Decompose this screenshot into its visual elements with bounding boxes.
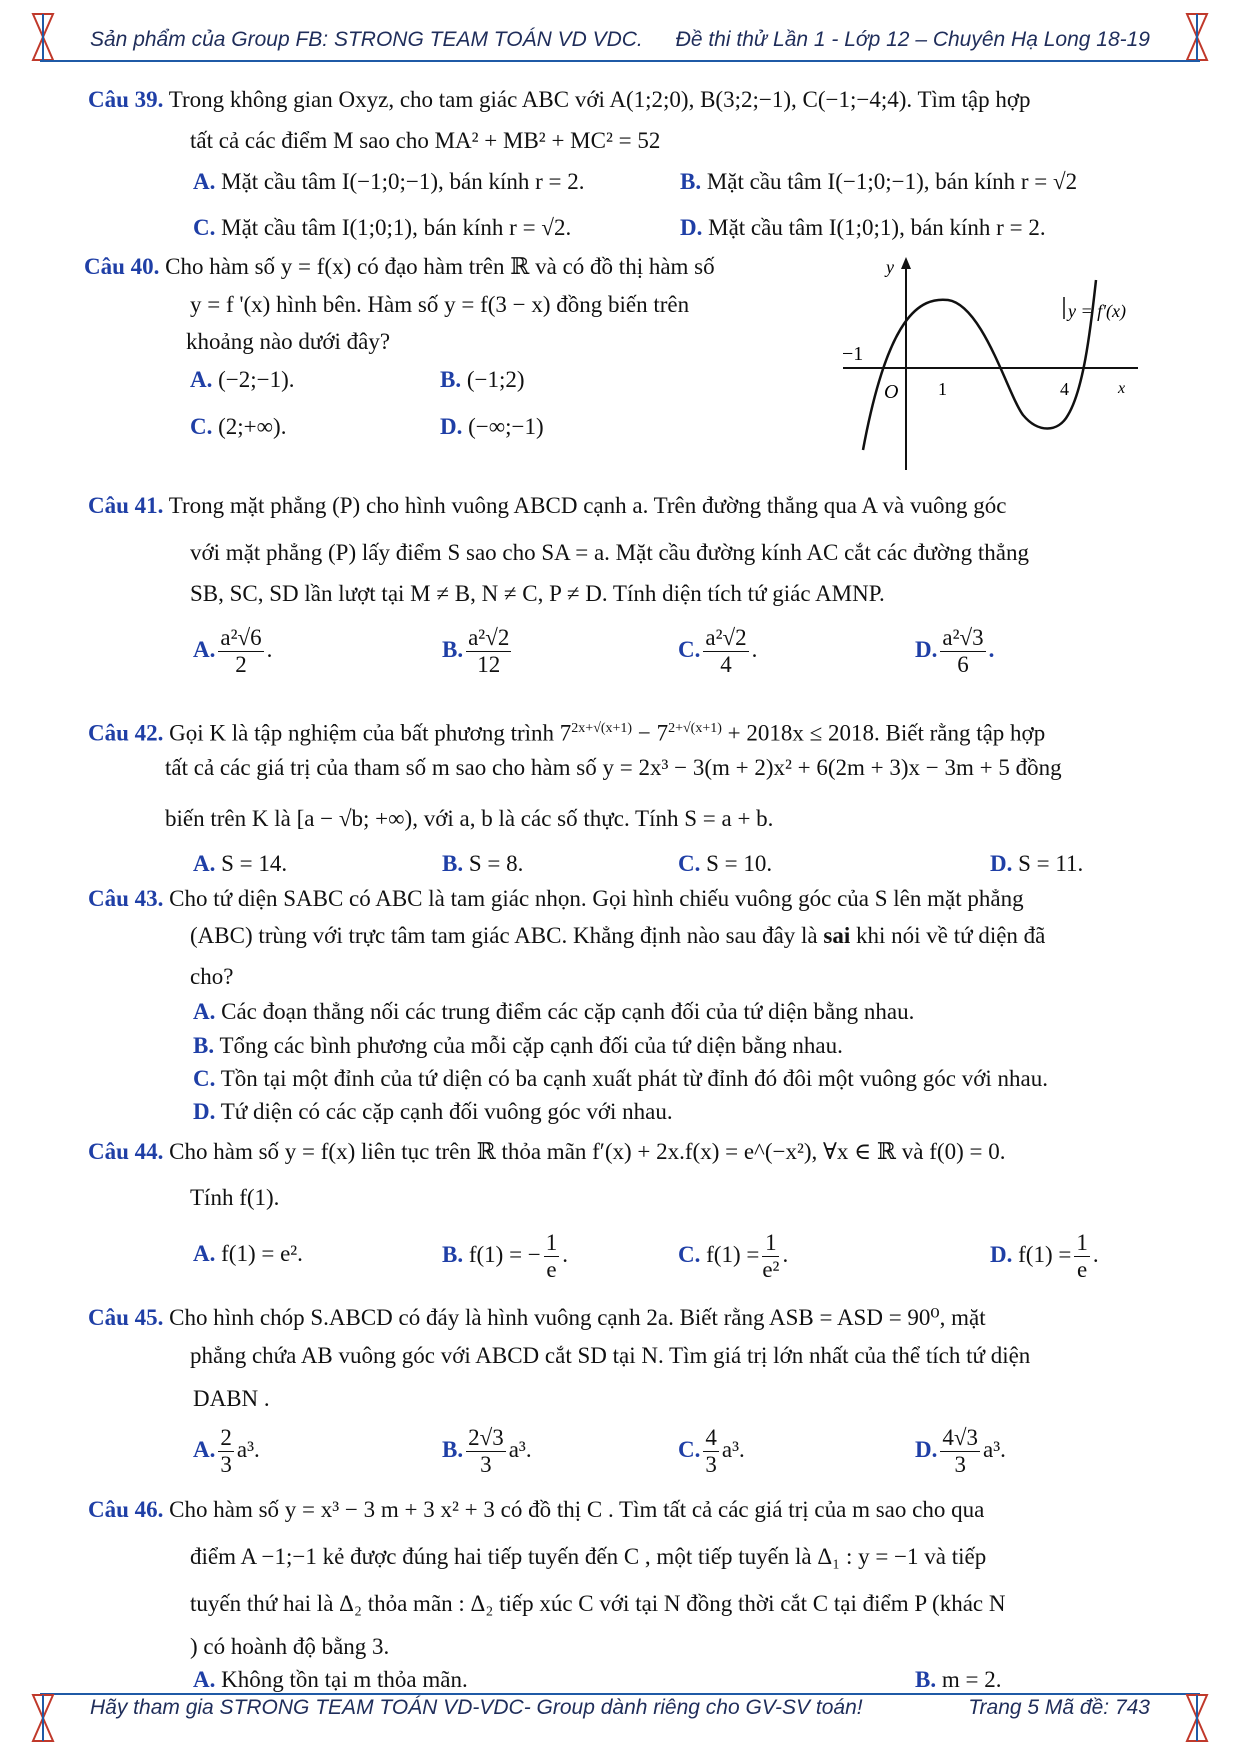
footer-rule <box>40 1693 1200 1695</box>
q45-label: Câu 45. <box>88 1305 164 1330</box>
q40-b-text: (−1;2) <box>466 367 525 392</box>
q39-a-text: Mặt cầu tâm I(−1;0;−1), bán kính r = 2. <box>221 169 585 194</box>
q40-b-label: B. <box>440 367 462 392</box>
q45-d-den: 3 <box>954 1452 966 1477</box>
q45-option-a[interactable] <box>193 1425 260 1478</box>
q45-d-post: a³. <box>983 1436 1006 1462</box>
q45-stem3: DABN . <box>193 1386 270 1411</box>
q41-d-den: 6 <box>957 652 969 677</box>
q42-stem1c: + 2018x ≤ 2018. Biết rằng tập hợp <box>721 720 1046 746</box>
q42-option-b[interactable] <box>442 850 523 878</box>
q43-a-label: A. <box>193 999 216 1024</box>
q42-exp1: 2x+√(x+1) <box>571 721 633 736</box>
q40-option-b[interactable] <box>440 366 525 394</box>
q43-option-a[interactable] <box>193 998 914 1026</box>
hourglass-icon <box>1184 12 1210 62</box>
tick-minus-1: −1 <box>842 343 864 365</box>
q39-d-label: D. <box>680 215 703 240</box>
q45-option-b[interactable] <box>442 1425 532 1478</box>
q46-b-text: m = 2. <box>941 1667 1002 1692</box>
q45-line1 <box>88 1304 986 1332</box>
q44-stem2: Tính f(1). <box>190 1185 280 1210</box>
q45-b-den: 3 <box>480 1452 492 1477</box>
q40-d-text: (−∞;−1) <box>468 414 544 439</box>
q45-a-label: A. <box>193 1436 216 1462</box>
q39-option-c[interactable] <box>193 214 571 242</box>
q42-a-label: A. <box>193 851 216 876</box>
q45-b-num: 2√3 <box>468 1425 504 1450</box>
q42-label: Câu 42. <box>88 720 164 746</box>
q42-exp2: 2+√(x+1) <box>668 721 722 736</box>
q39-d-text: Mặt cầu tâm I(1;0;1), bán kính r = 2. <box>708 215 1046 240</box>
q39-option-a[interactable] <box>193 168 585 196</box>
hourglass-icon <box>1184 1692 1210 1744</box>
q46-stem3: tuyến thứ hai là Δ₂ thỏa mãn : Δ₂ tiếp xúc C với tại N đồng thời cắt C tại điểm P (khác N <box>190 1591 1006 1616</box>
q39-b-label: B. <box>680 169 702 194</box>
q46-stem1: Cho hàm số y = x³ − 3 m + 3 x² + 3 có đồ thị C . Tìm tất cả các giá trị của m sao cho qua <box>169 1497 985 1522</box>
y-axis-label: y <box>886 257 894 277</box>
q45-b-label: B. <box>442 1436 464 1462</box>
q41-option-b[interactable] <box>442 625 514 678</box>
derivative-curve <box>863 280 1096 450</box>
q39-line1 <box>88 86 1031 114</box>
q43-option-d[interactable] <box>193 1098 673 1126</box>
q42-b-label: B. <box>442 851 464 876</box>
q42-stem3: biến trên K là [a − √b; +∞), với a, b là các số thực. Tính S = a + b. <box>165 806 774 831</box>
q39-stem1: Trong không gian Oxyz, cho tam giác ABC với A(1;2;0), B(3;2;−1), C(−1;−4;4). Tìm tập hợp <box>168 87 1031 112</box>
q42-c-label: C. <box>678 851 701 876</box>
origin-label: O <box>884 381 899 403</box>
q45-a-den: 3 <box>220 1452 232 1477</box>
q45-c-num: 4 <box>705 1425 717 1450</box>
q42-option-a[interactable] <box>193 850 287 878</box>
q41-c-label: C. <box>678 636 701 662</box>
q41-stem3: SB, SC, SD lần lượt tại M ≠ B, N ≠ C, P ≠ D. Tính diện tích tứ giác AMNP. <box>190 581 885 606</box>
q40-line1 <box>84 253 715 281</box>
q46-a-label: A. <box>193 1667 216 1692</box>
q44-a-text: f(1) = e². <box>221 1241 303 1266</box>
q43-d-text: Tứ diện có các cặp cạnh đối vuông góc với nhau. <box>220 1099 673 1124</box>
q42-stem1b: − 7 <box>632 720 669 746</box>
q42-stem2: tất cả các giá trị của tham số m sao cho hàm số y = 2x³ − 3(m + 2)x² + 6(2m + 3)x − 3m + 5 đồng <box>165 755 1062 780</box>
q39-c-text: Mặt cầu tâm I(1;0;1), bán kính r = √2. <box>221 215 572 240</box>
q40-c-text: (2;+∞). <box>218 414 287 439</box>
q45-a-num: 2 <box>220 1425 232 1450</box>
q40-stem3: khoảng nào dưới đây? <box>186 329 391 354</box>
q41-b-num: a²√2 <box>468 625 510 650</box>
q44-line1 <box>88 1138 1005 1166</box>
q45-c-den: 3 <box>705 1452 717 1477</box>
q45-c-fraction <box>703 1425 719 1478</box>
q43-line2 <box>190 922 1045 950</box>
q44-d-den: e <box>1076 1257 1088 1282</box>
q43-option-b[interactable] <box>193 1032 843 1060</box>
q46-option-b[interactable] <box>915 1666 1001 1694</box>
q45-c-post: a³. <box>721 1436 745 1462</box>
q43-stem2-bold: sai <box>823 923 851 948</box>
q42-d-label: D. <box>990 851 1013 876</box>
q41-b-fraction <box>466 625 511 678</box>
q44-stem1: Cho hàm số y = f(x) liên tục trên ℝ thỏa mãn f′(x) + 2x.f(x) = e^(−x²), ∀x ∈ ℝ và f(0) = 0. <box>169 1139 1006 1164</box>
q39-a-label: A. <box>193 169 216 194</box>
q43-option-c[interactable] <box>193 1065 1048 1093</box>
header-right: Đề thi thử Lần 1 - Lớp 12 – Chuyên Hạ Long 18-19 <box>675 28 1150 51</box>
q45-stem1: Cho hình chóp S.ABCD có đáy là hình vuông cạnh 2a. Biết rằng ASB = ASD = 90⁰, mặt <box>169 1305 986 1330</box>
q41-c-den: 4 <box>720 652 732 677</box>
q44-label: Câu 44. <box>88 1139 164 1164</box>
q40-option-d[interactable] <box>440 413 544 441</box>
q40-a-label: A. <box>190 367 213 392</box>
q44-b-den: e <box>546 1257 557 1282</box>
q40-label: Câu 40. <box>84 254 160 279</box>
q44-b-fraction <box>544 1230 560 1283</box>
q45-d-fraction <box>940 1425 980 1478</box>
q39-b-text: Mặt cầu tâm I(−1;0;−1), bán kính r = √2 <box>706 169 1078 194</box>
hourglass-icon <box>30 12 56 62</box>
q43-stem2b: khi nói về tứ diện đã <box>850 923 1046 948</box>
q41-option-c[interactable]: C. $\frac{\text{a²√2}}{4}$ . <box>678 625 758 677</box>
header-rule <box>40 60 1200 62</box>
q45-a-fraction <box>218 1425 234 1478</box>
q41-option-a[interactable]: A. $\frac{\text{a²√6}}{2}$ . <box>193 625 273 677</box>
q45-d-label: D. <box>915 1436 938 1462</box>
x-axis-label: x <box>1118 380 1126 397</box>
q40-d-label: D. <box>440 414 463 439</box>
q43-label: Câu 43. <box>88 886 164 911</box>
q44-option-b[interactable]: B. f(1) = − $\frac{1}{e}$ . <box>442 1230 569 1282</box>
q44-b-pre: f(1) = − <box>468 1241 541 1267</box>
q41-a-label: A. <box>193 636 216 662</box>
q44-b-label: B. <box>442 1241 464 1267</box>
q45-stem2: phẳng chứa AB vuông góc với ABCD cắt SD tại N. Tìm giá trị lớn nhất của thể tích tứ diện <box>190 1343 1031 1368</box>
q44-a-label: A. <box>193 1241 216 1266</box>
q46-a-text: Không tồn tại m thỏa mãn. <box>221 1667 468 1692</box>
q43-line1 <box>88 885 1024 913</box>
q44-c-pre: f(1) = <box>706 1241 760 1267</box>
q42-a-text: S = 14. <box>221 851 288 876</box>
q44-c-fraction <box>762 1230 779 1283</box>
q44-c-label: C. <box>678 1241 701 1267</box>
q39-option-d[interactable] <box>680 214 1046 242</box>
q44-b-num: 1 <box>545 1230 558 1255</box>
q40-c-label: C. <box>190 414 213 439</box>
q46-line1 <box>88 1496 984 1524</box>
q46-b-label: B. <box>915 1667 937 1692</box>
q45-option-d[interactable] <box>915 1425 1006 1478</box>
q45-b-fraction <box>466 1425 506 1478</box>
q46-label: Câu 46. <box>88 1497 164 1522</box>
q41-label: Câu 41. <box>88 493 164 518</box>
q41-d-label: D. <box>915 636 938 662</box>
q43-stem1: Cho tứ diện SABC có ABC là tam giác nhọn. Gọi hình chiếu vuông góc của S lên mặt phẳng <box>169 886 1024 911</box>
q41-b-den: 12 <box>477 652 501 677</box>
q43-a-text: Các đoạn thẳng nối các trung điểm các cặp cạnh đối của tứ diện bằng nhau. <box>221 999 915 1024</box>
q45-c-label: C. <box>678 1436 701 1462</box>
q41-option-d[interactable]: D. $\frac{\text{a²√3}}{6}$ . <box>915 625 995 677</box>
q41-a-fraction <box>218 625 263 678</box>
q41-a-num: a²√6 <box>220 625 262 650</box>
q41-c-fraction <box>703 625 748 678</box>
q42-b-text: S = 8. <box>468 851 524 876</box>
q42-c-text: S = 10. <box>706 851 773 876</box>
q42-stem1a: Gọi K là tập nghiệm của bất phương trình 7 <box>169 720 572 746</box>
q44-d-label: D. <box>990 1241 1013 1267</box>
q41-d-num: a²√3 <box>942 625 984 650</box>
q42-line1 <box>88 715 1045 748</box>
q44-d-num: 1 <box>1076 1230 1088 1255</box>
tick-4: 4 <box>1060 379 1069 399</box>
q41-stem1: Trong mặt phẳng (P) cho hình vuông ABCD cạnh a. Trên đường thẳng qua A và vuông góc <box>168 493 1007 518</box>
tick-1: 1 <box>938 379 947 399</box>
q43-stem2a: (ABC) trùng với trực tâm tam giác ABC. Khẳng định nào sau đây là <box>190 923 824 948</box>
q39-label: Câu 39. <box>88 87 164 112</box>
q39-c-label: C. <box>193 215 216 240</box>
q44-d-pre: f(1) = <box>1018 1241 1072 1267</box>
curve-label: y = f'(x) <box>1068 301 1126 321</box>
q46-stem2: điểm A −1;−1 kẻ được đúng hai tiếp tuyến đến C , một tiếp tuyến là Δ₁ : y = −1 và tiếp <box>190 1544 987 1569</box>
q45-d-num: 4√3 <box>942 1425 978 1450</box>
q45-option-c[interactable] <box>678 1425 745 1478</box>
q43-c-label: C. <box>193 1066 216 1091</box>
q42-option-c[interactable] <box>678 850 772 878</box>
q44-option-a[interactable] <box>193 1240 303 1268</box>
q44-option-c[interactable]: C. f(1) = $\frac{1}{\text{e²}}$ . <box>678 1230 789 1282</box>
q44-c-num: 1 <box>762 1230 779 1257</box>
q43-b-text: Tổng các bình phương của mỗi cặp cạnh đối của tứ diện bằng nhau. <box>219 1033 843 1058</box>
derivative-graph <box>838 255 1158 475</box>
q39-stem2: tất cả các điểm M sao cho MA² + MB² + MC² = 52 <box>190 128 661 153</box>
q46-stem4: ) có hoành độ bằng 3. <box>190 1634 390 1659</box>
q41-a-den: 2 <box>235 652 247 677</box>
q41-d-fraction <box>940 625 985 678</box>
q44-option-d[interactable]: D. f(1) = $\frac{1}{e}$ . <box>990 1230 1099 1282</box>
q40-a-text: (−2;−1). <box>218 367 295 392</box>
q41-c-num: a²√2 <box>705 625 747 650</box>
q43-stem3: cho? <box>190 964 234 989</box>
header-left: Sản phẩm của Group FB: STRONG TEAM TOÁN VD VDC. <box>90 28 643 51</box>
footer-right: Trang 5 Mã đề: 743 <box>968 1696 1150 1719</box>
q44-c-den: e² <box>762 1257 780 1282</box>
q42-option-d[interactable] <box>990 850 1083 878</box>
q40-option-c[interactable] <box>190 413 286 441</box>
q40-stem1: Cho hàm số y = f(x) có đạo hàm trên ℝ và có đồ thị hàm số <box>165 254 715 279</box>
q44-d-fraction <box>1074 1230 1090 1283</box>
q39-option-b[interactable] <box>680 168 1077 196</box>
q42-d-text: S = 11. <box>1018 851 1084 876</box>
q45-b-post: a³. <box>508 1436 532 1462</box>
q45-a-post: a³. <box>236 1436 260 1462</box>
q43-c-text: Tồn tại một đỉnh của tứ diện có ba cạnh xuất phát từ đỉnh đó đôi một vuông góc với nhau. <box>220 1066 1048 1091</box>
q41-stem2: với mặt phẳng (P) lấy điểm S sao cho SA = a. Mặt cầu đường kính AC cắt các đường thẳng <box>190 540 1029 565</box>
q40-option-a[interactable] <box>190 366 295 394</box>
q43-d-label: D. <box>193 1099 216 1124</box>
hourglass-icon <box>30 1692 56 1744</box>
q43-b-label: B. <box>193 1033 215 1058</box>
q40-stem2: y = f '(x) hình bên. Hàm số y = f(3 − x) đồng biến trên <box>190 292 690 317</box>
q41-b-label: B. <box>442 636 464 662</box>
footer-left[interactable]: Hãy tham gia STRONG TEAM TOÁN VD-VDC- Group dành riêng cho GV-SV toán! <box>90 1696 863 1719</box>
y-axis-arrow-icon <box>901 257 911 269</box>
q41-line1 <box>88 492 1006 520</box>
q46-option-a[interactable] <box>193 1666 468 1694</box>
